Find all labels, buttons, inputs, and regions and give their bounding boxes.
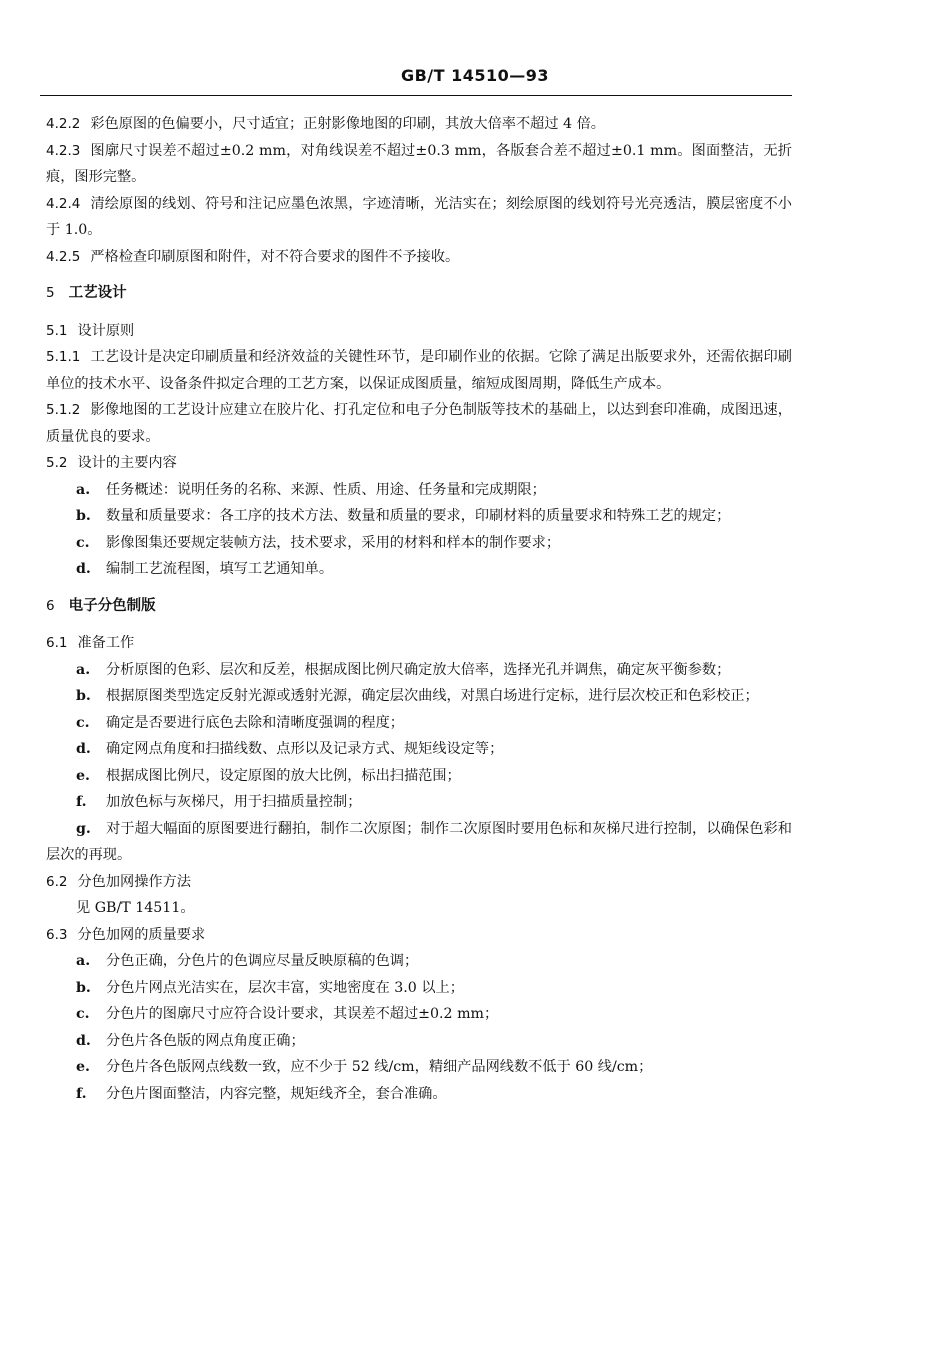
list-item-marker: c.	[76, 714, 90, 731]
clause	[46, 344, 792, 397]
header-rule	[40, 95, 792, 96]
clause-text: 严格检查印刷原图和附件，对不符合要求的图件不予接收。	[90, 248, 460, 265]
list-item-text: 加放色标与灰梯尺，用于扫描质量控制；	[106, 794, 362, 810]
list-item-text: 任务概述：说明任务的名称、来源、性质、用途、任务量和完成期限；	[106, 481, 546, 498]
section-title: 电子分色制版	[68, 597, 156, 614]
section-heading	[46, 280, 792, 307]
clause-text: 设计原则	[77, 322, 135, 339]
list-item-text: 分析原图的色彩、层次和反差，根据成图比例尺确定放大倍率，选择光孔并调焦，确定灰平衡参数；	[106, 661, 731, 678]
list-item	[46, 1054, 792, 1081]
list-item-text: 分色片各色版的网点角度正确；	[106, 1032, 305, 1049]
clause-text: 分色加网的质量要求	[77, 926, 206, 943]
clause-text: 设计的主要内容	[77, 455, 177, 471]
list-item	[46, 736, 792, 763]
list-item	[46, 657, 792, 684]
list-item	[46, 710, 792, 737]
list-item	[46, 975, 792, 1002]
reference-line: 见 GB/T 14511。	[76, 900, 195, 916]
clause-number: 6.2	[46, 873, 68, 890]
list-item-text: 分色正确，分色片的色调应尽量反映原稿的色调；	[106, 953, 419, 969]
clause	[46, 869, 792, 896]
list-item-text: 分色片图面整洁，内容完整，规矩线齐全，套合准确。	[106, 1085, 447, 1102]
clause-number: 5.1	[46, 322, 68, 339]
list-item-marker: b.	[76, 688, 91, 704]
section-heading	[46, 593, 792, 620]
clause	[46, 244, 792, 271]
clause-number: 5.2	[46, 455, 68, 471]
clause-text: 清绘原图的线划、符号和注记应墨色浓黑，字迹清晰，光洁实在；刻绘原图的线划符号光亮透洁，膜层密度不小于 1.0。	[46, 195, 792, 238]
list-item-text: 对于超大幅面的原图要进行翻拍，制作二次原图；制作二次原图时要用色标和灰梯尺进行控制，以确保色彩和层次的再现。	[46, 820, 792, 863]
list-item	[46, 1028, 792, 1055]
clause-text: 准备工作	[77, 635, 135, 651]
list-item-marker: a.	[76, 481, 91, 498]
clause	[46, 397, 792, 450]
list-item-marker: e.	[76, 767, 90, 784]
list-item-marker: d.	[76, 741, 91, 757]
list-item	[46, 948, 792, 975]
clause-text: 分色加网操作方法	[77, 873, 191, 890]
list-item	[46, 477, 792, 504]
list-item-text: 根据成图比例尺，设定原图的放大比例，标出扫描范围；	[106, 767, 461, 784]
list-item-text: 分色片网点光洁实在，层次丰富，实地密度在 3.0 以上；	[106, 979, 464, 996]
list-item-marker: f.	[76, 794, 87, 810]
list-item-marker: d.	[76, 561, 91, 577]
list-item-marker: f.	[76, 1085, 87, 1102]
list-item-text: 根据原图类型选定反射光源或透射光源，确定层次曲线，对黑白场进行定标，进行层次校正和色彩校正；	[106, 688, 759, 704]
clause	[46, 111, 792, 138]
clause-number: 6.1	[46, 635, 68, 651]
clause-text: 彩色原图的色偏要小，尺寸适宜；正射影像地图的印刷，其放大倍率不超过 4 倍。	[90, 116, 605, 132]
list-item	[46, 1001, 792, 1028]
list-item-marker: b.	[76, 979, 91, 996]
clause-text: 图廓尺寸误差不超过±0.2 mm，对角线误差不超过±0.3 mm，各版套合差不超过±0.1 mm。图面整洁，无折痕，图形完整。	[46, 142, 792, 185]
list-item	[46, 530, 792, 557]
section-number: 5	[46, 285, 55, 301]
page-header: GB/T 14510—93	[400, 66, 550, 85]
clause-number: 5.1.2	[46, 402, 81, 418]
list-item-marker: e.	[76, 1059, 90, 1075]
list-item	[46, 1081, 792, 1108]
list-item-marker: a.	[76, 661, 91, 678]
list-item-text: 分色片各色版网点线数一致，应不少于 52 线/cm，精细产品网线数不低于 60 线/cm；	[106, 1059, 653, 1075]
section-number: 6	[46, 597, 55, 614]
list-item-marker: b.	[76, 508, 91, 524]
clause	[46, 630, 792, 657]
clause-number: 6.3	[46, 926, 68, 943]
list-item-marker: g.	[76, 820, 91, 837]
list-item-marker: c.	[76, 534, 90, 551]
list-item-text: 数量和质量要求：各工序的技术方法、数量和质量的要求，印刷材料的质量要求和特殊工艺的规定；	[106, 508, 731, 524]
list-item	[46, 789, 792, 816]
list-item	[46, 763, 792, 790]
clause-number: 4.2.2	[46, 116, 81, 132]
section-title: 工艺设计	[68, 285, 127, 301]
document-body	[46, 111, 792, 1107]
list-item-text: 分色片的图廓尺寸应符合设计要求，其误差不超过±0.2 mm；	[106, 1006, 499, 1022]
list-item-text: 影像图集还要规定装帧方法，技术要求，采用的材料和样本的制作要求；	[106, 534, 561, 551]
clause-text: 影像地图的工艺设计应建立在胶片化、打孔定位和电子分色制版等技术的基础上，以达到套印准确，成图迅速，质量优良的要求。	[46, 402, 792, 445]
clause-number: 4.2.3	[46, 142, 81, 159]
list-item-text: 确定是否要进行底色去除和清晰度强调的程度；	[106, 714, 404, 731]
list-item	[46, 503, 792, 530]
clause	[46, 922, 792, 949]
clause	[46, 318, 792, 345]
list-item-text: 确定网点角度和扫描线数、点形以及记录方式、规矩线设定等；	[106, 741, 504, 757]
clause-number: 5.1.1	[46, 349, 81, 365]
clause	[46, 191, 792, 244]
clause-number: 4.2.5	[46, 248, 81, 265]
clause	[46, 138, 792, 191]
list-item	[46, 683, 792, 710]
clause-number: 4.2.4	[46, 195, 81, 212]
list-item-text: 编制工艺流程图，填写工艺通知单。	[106, 561, 334, 577]
list-item-marker: a.	[76, 953, 91, 969]
list-item-marker: d.	[76, 1032, 91, 1049]
clause-text: 工艺设计是决定印刷质量和经济效益的关键性环节，是印刷作业的依据。它除了满足出版要求外，还需依据印刷单位的技术水平、设备条件拟定合理的工艺方案，以保证成图质量，缩短成图周期，降低生产成本。	[46, 349, 792, 392]
list-item-marker: c.	[76, 1006, 90, 1022]
clause	[46, 450, 792, 477]
list-item	[46, 816, 792, 869]
list-item	[46, 556, 792, 583]
